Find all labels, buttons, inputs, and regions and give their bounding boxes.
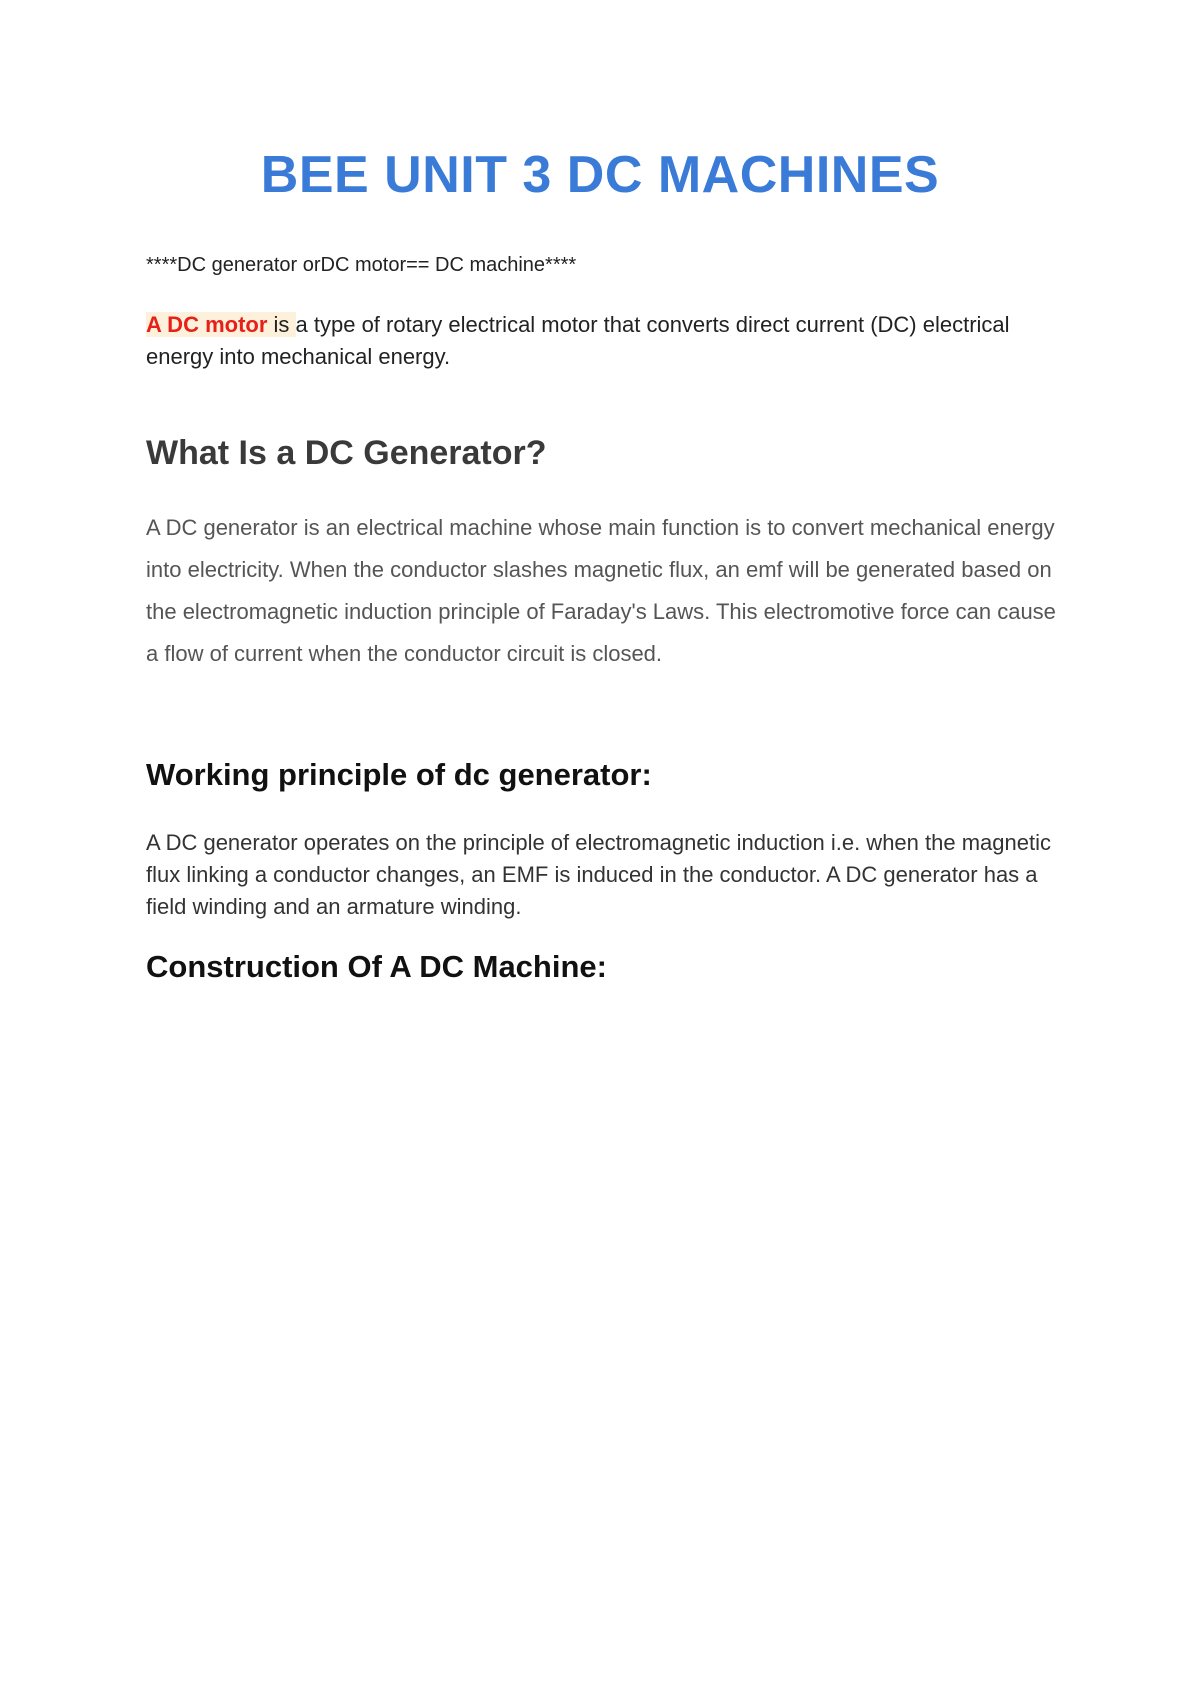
definition-highlight	[146, 312, 296, 337]
definition-text: a type of rotary electrical motor that converts direct current (DC) electrical energy into mechanical energy.	[146, 312, 1010, 369]
generator-heading: What Is a DC Generator?	[146, 434, 547, 472]
working-principle-paragraph: A DC generator operates on the principle of electromagnetic induction i.e. when the magnetic flux linking a conductor changes, an EMF is induced in the conductor. A DC generator has a field winding and an armature winding.	[146, 830, 1051, 919]
definition-is: is	[267, 312, 296, 337]
working-principle-heading: Working principle of dc generator:	[146, 757, 652, 792]
construction-heading: Construction Of A DC Machine:	[146, 949, 607, 984]
document-title: BEE UNIT 3 DC MACHINES	[260, 146, 940, 204]
machine-note: ****DC generator orDC motor== DC machine****	[146, 254, 577, 276]
definition-keyword: A DC motor	[146, 312, 268, 337]
dc-motor-definition	[146, 309, 1056, 373]
generator-paragraph: A DC generator is an electrical machine whose main function is to convert mechanical energy into electricity. When the conductor slashes magnetic flux, an emf will be generated based on the electromagnetic induction principle of Faraday's Laws. This electromotive force can cause a flow of current when the conductor circuit is closed.	[146, 515, 1056, 666]
